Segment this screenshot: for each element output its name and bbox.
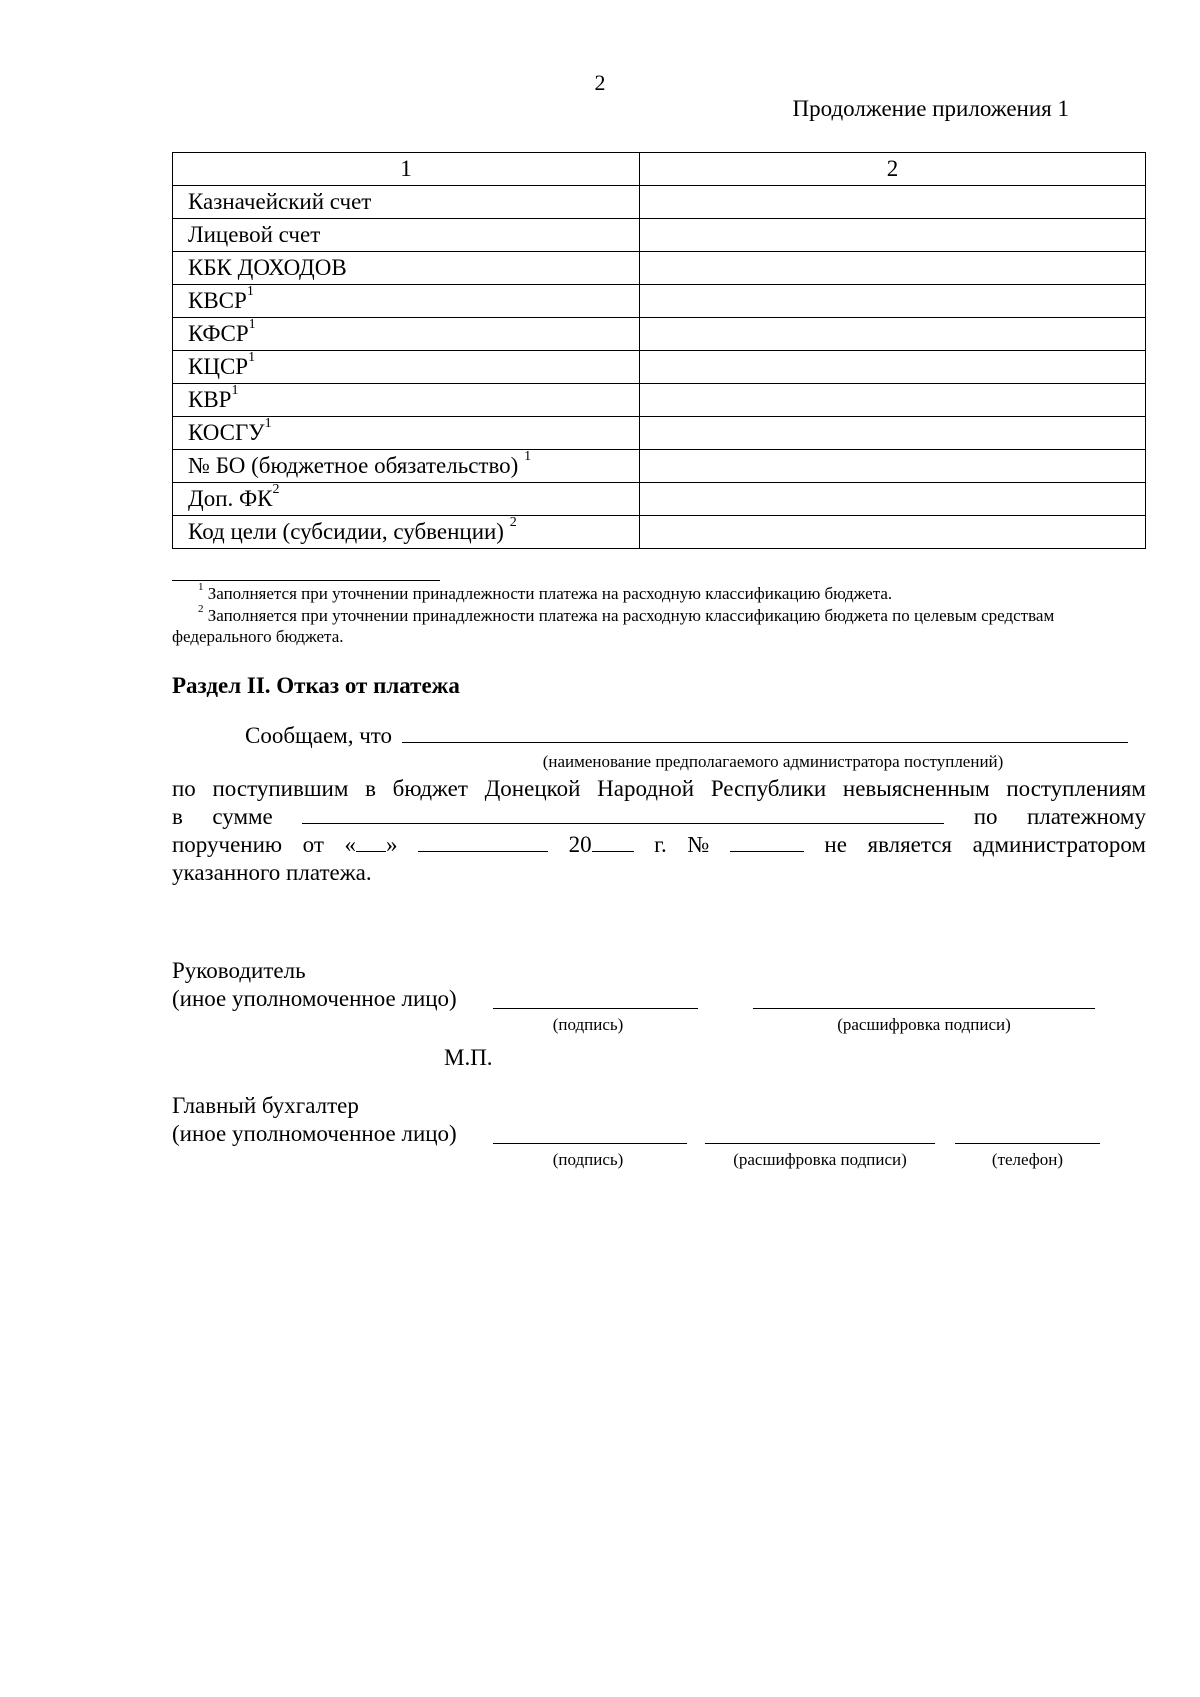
appendix-continuation: Продолжение приложения 1 [792,96,1069,121]
table-row [173,318,1146,351]
body-line-2 [172,803,1146,831]
table-row [173,351,1146,384]
table-header-row [173,153,1146,186]
quote-close: » [385,832,398,857]
body-word: невыясненным [842,776,990,801]
date-year-field[interactable] [592,831,634,852]
column-header-1: 1 [173,153,640,186]
body-word: является [867,832,953,857]
column-header-2: 2 [640,153,1146,186]
body-word: Народной [597,776,695,801]
head-title: Руководитель [172,958,306,983]
body-word: по [973,804,998,829]
date-day-group [344,831,397,859]
body-word: поручению [172,832,283,857]
footnote-reference: 1 [231,383,239,399]
footnote-2 [172,605,1146,647]
row-label [173,516,640,549]
row-value-field[interactable] [640,219,1146,252]
stamp-placeholder: М.П. [444,1045,493,1070]
head-name-caption: (расшифровка подписи) [837,1015,1011,1034]
table-row [173,483,1146,516]
footnote-1 [172,583,1146,604]
accountant-phone-field[interactable] [955,1143,1100,1144]
date-day-field[interactable] [356,831,386,852]
body-line-3 [172,831,1146,859]
body-word: Донецкой [484,776,581,801]
accountant-signature-caption: (подпись) [552,1150,624,1169]
row-label-text: Доп. ФК [188,486,273,511]
row-value-field[interactable] [640,483,1146,516]
table-row [173,417,1146,450]
body-word: не [824,832,847,857]
row-value-field[interactable] [640,318,1146,351]
body-word: по [172,776,196,801]
payment-details-table [172,152,1146,549]
report-prefix: Сообщаем, что [245,723,393,748]
row-label-text: КФСР [188,321,249,346]
footnote-reference: 1 [264,416,272,432]
body-line-4: указанного платежа. [172,860,372,885]
page-number: 2 [594,70,606,95]
body-word: в [172,804,183,829]
row-label [173,384,640,417]
footnote-reference: 1 [246,284,254,300]
footnote-1-text: Заполняется при уточнении принадлежности платежа на расходную классификацию бюджета. [203,584,893,603]
accountant-signature-field[interactable] [493,1143,687,1144]
body-word: поступившим [212,776,349,801]
body-word: платежному [1026,804,1146,829]
footnote-2-mark: 2 [198,603,204,616]
head-subtitle: (иное уполномоченное лицо) [172,986,457,1011]
year-prefix: 20 [568,832,592,857]
date-month-field[interactable] [418,831,548,852]
table-row [173,285,1146,318]
accountant-title: Главный бухгалтер [172,1093,359,1118]
row-value-field[interactable] [640,384,1146,417]
row-value-field[interactable] [640,252,1146,285]
row-label-text: КВР [188,387,232,412]
table-row [173,516,1146,549]
row-value-field[interactable] [640,450,1146,483]
row-label [173,285,640,318]
row-label-text: КОСГУ [188,420,265,445]
body-word: сумме [212,804,273,829]
number-sign: № [687,832,710,857]
row-label-text: Код цели (субсидии, субвенции) [188,519,510,544]
row-label [173,351,640,384]
row-value-field[interactable] [640,285,1146,318]
row-value-field[interactable] [640,186,1146,219]
accountant-name-caption: (расшифровка подписи) [733,1150,907,1169]
row-value-field[interactable] [640,417,1146,450]
row-label [173,318,640,351]
footnote-reference: 1 [248,350,256,366]
row-label-text: КЦСР [188,354,249,379]
footnote-divider [172,580,440,581]
row-label-text: КБК ДОХОДОВ [188,255,347,280]
footnote-reference: 2 [509,515,517,531]
table-row [173,384,1146,417]
table-row [173,186,1146,219]
body-word: от [302,832,324,857]
row-label-text: Лицевой счет [188,222,321,247]
row-label [173,417,640,450]
row-label [173,186,640,219]
footnote-reference: 1 [524,449,532,465]
row-label-text: Казначейский счет [188,189,372,214]
body-word: бюджет [392,776,468,801]
table-row [173,450,1146,483]
row-label [173,483,640,516]
body-word: в [365,776,376,801]
head-signature-caption: (подпись) [552,1015,624,1034]
year-suffix: г. [654,832,667,857]
amount-field[interactable] [302,803,944,824]
body-word: поступлениям [1006,776,1146,801]
body-word: Республики [710,776,827,801]
row-label [173,450,640,483]
body-word: администратором [972,832,1146,857]
accountant-phone-caption: (телефон) [991,1150,1064,1169]
administrator-name-field[interactable] [402,722,1128,743]
order-number-field[interactable] [730,831,804,852]
row-label [173,252,640,285]
table-row [173,252,1146,285]
row-value-field[interactable] [640,516,1146,549]
row-label [173,219,640,252]
administrator-caption: (наименование предполагаемого администратора поступлений) [542,752,1004,771]
footnote-reference: 1 [248,317,256,333]
footnote-1-mark: 1 [198,581,204,594]
table-row [173,219,1146,252]
head-name-field[interactable] [753,1008,1095,1009]
row-value-field[interactable] [640,351,1146,384]
row-label-text: № БО (бюджетное обязательство) [188,453,525,478]
quote-open: « [344,832,356,857]
accountant-name-field[interactable] [705,1143,935,1144]
date-year-group [569,831,634,859]
footnote-2-text: Заполняется при уточнении принадлежности платежа на расходную классификацию бюджета по целевым средствам федерального бюджета. [172,606,1055,646]
footnote-reference: 2 [272,482,280,498]
section-title: Раздел II. Отказ от платежа [172,673,460,698]
row-label-text: КВСР [188,288,247,313]
body-line-1 [172,775,1146,803]
accountant-subtitle: (иное уполномоченное лицо) [172,1121,457,1146]
head-signature-field[interactable] [493,1008,698,1009]
report-line [245,722,1128,750]
